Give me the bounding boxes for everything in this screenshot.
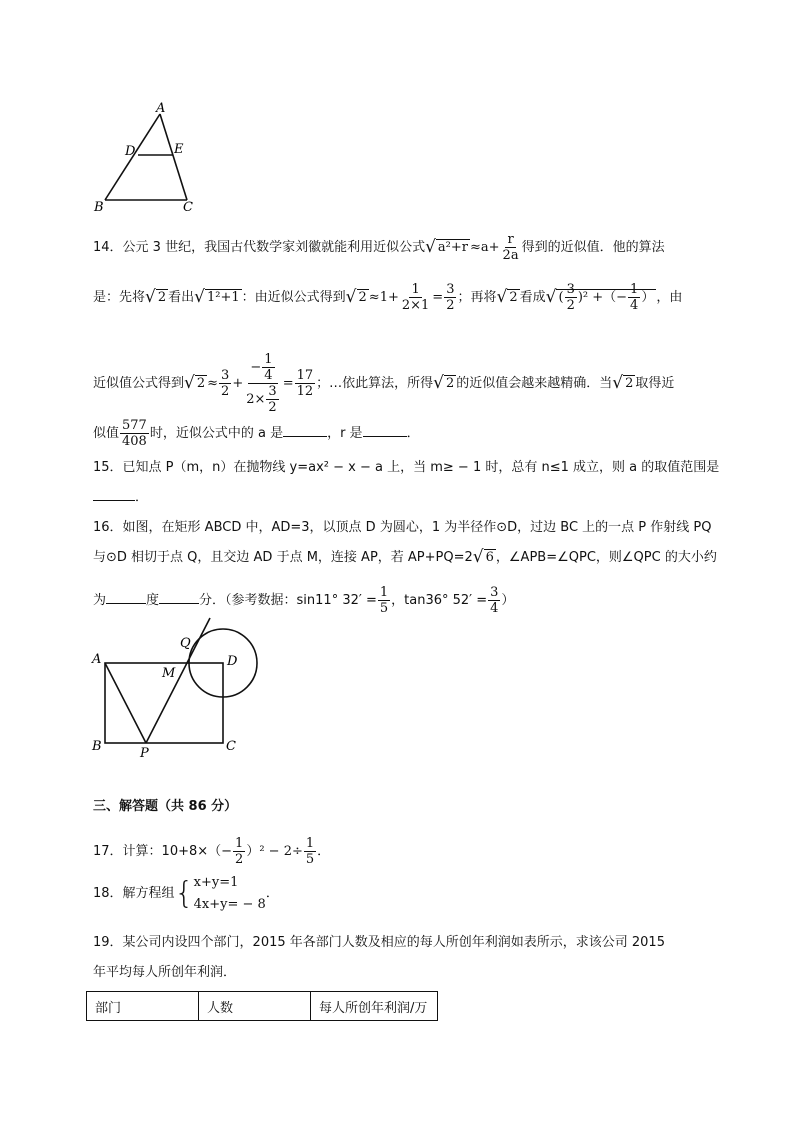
label-d: D [125,144,136,159]
q15-line-1: 15．已知点 P（m，n）在抛物线 y=ax² − x − a 上，当 m≥ − 1 时，总有 n≤1 成立，则 a 的取值范围是 [93,460,720,475]
q14-line-2: 是：先将√ 2 看出√ 1²+1 ：由近似公式得到√ 2 ≈1+ $\frac{1}{2\times 1}$ = $\frac{3}{2}$ ；再将√ 2 看成√ ( $\frac{3}{2}$ )² +（− $\frac{1}{4}$ ） ，由 [93,282,683,313]
label-e: E [174,142,184,157]
label-c: C [183,200,193,215]
q16-line-3: 为 度 分．（参考数据：sin11° 32′ = $\frac{1}{5}$ ，tan36° 52′ = $\frac{3}{4}$ ） [93,585,515,616]
q19-line-1: 19．某公司内设四个部门，2015 年各部门人数及相应的每人所创年利润如表所示，求该公司 2015 [93,935,665,950]
q14-line-4: 似值 $\frac{577}{408}$ 时，近似公式中的 a 是 ，r 是 ． [93,418,420,449]
brace-icon: { [174,876,194,911]
label-d: D [227,654,238,669]
answer-blank-minute [159,603,199,604]
table-header-cell: 部门 [87,992,199,1021]
label-c: C [226,739,236,754]
table-header-cell: 每人所创年利润/万 [311,992,438,1021]
table-header-row [87,992,438,1021]
label-p: P [140,746,149,761]
label-b: B [94,200,104,215]
q14-line-3: 近似值公式得到√ 2 ≈ $\frac{3}{2}$ + − $\frac{1}{4}$ 2× $\frac{3}{2}$ = $\frac{17}{12}$ ；…依此算法，所得√ 2 的近似值会越来越精确．当√ 2 取得近 [93,352,675,415]
label-a: A [92,652,102,667]
table-header-cell: 人数 [199,992,311,1021]
q16-line-1: 16．如图，在矩形 ABCD 中，AD=3，以顶点 D 为圆心，1 为半径作⊙D，过边 BC 上的一点 P 作射线 PQ [93,520,712,535]
answer-blank [93,500,135,501]
label-b: B [92,739,102,754]
q16-line-2: 与⊙D 相切于点 Q，且交边 AD 于点 M，连接 AP，若 AP+PQ=2√ 6 ，∠APB=∠QPC，则∠QPC 的大小约 [93,547,717,567]
q14-line-1: 14．公元 3 世纪，我国古代数学家刘徽就能利用近似公式√ a²+r ≈a+ $\frac{r}{2a}$ 得到的近似值．他的算法 [93,232,665,263]
triangle-figure [92,100,202,215]
answer-blank-a [283,436,327,437]
answer-blank-r [363,436,407,437]
q18: 18．解方程组{ x+y=1 4x+y= − 8 ． [93,875,279,912]
answer-blank-degree [106,603,146,604]
rectangle-circle-figure [90,615,270,765]
label-a: A [156,101,166,116]
label-m: M [162,666,176,681]
profit-table [86,991,438,1021]
section-title: 三、解答题（共 86 分） [93,799,238,814]
label-q: Q [180,636,191,651]
q17: 17．计算：10+8×（− $\frac{1}{2}$ ）² − 2÷ $\frac{1}{5}$ ． [93,836,331,867]
q15-line-2: ． [93,488,148,508]
q19-line-2: 年平均每人所创年利润． [93,965,237,980]
